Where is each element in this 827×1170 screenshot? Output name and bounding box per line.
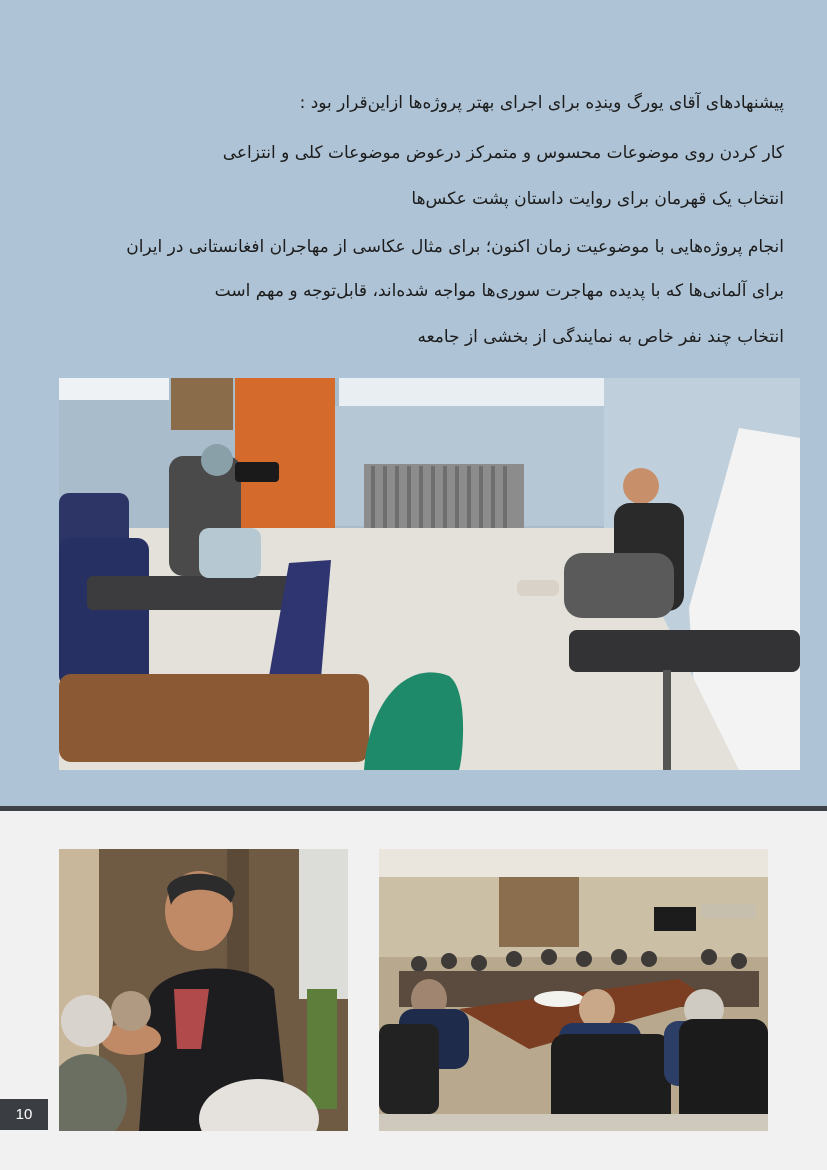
suggestion-line: کار کردن روی موضوعات محسوس و متمرکز درعوض موضوعات کلی و انتزاعی xyxy=(222,143,784,163)
meeting-photo xyxy=(379,849,768,1131)
speaker-photo xyxy=(59,849,348,1131)
suggestion-line: برای آلمانی‌ها که با پدیده مهاجرت سوری‌ها مواجه شده‌اند، قابل‌توجه و مهم است xyxy=(214,281,784,301)
classroom-photo xyxy=(59,378,800,770)
page-number: 10 xyxy=(0,1099,48,1130)
suggestion-line: انتخاب چند نفر خاص به نمایندگی از بخشی از جامعه xyxy=(417,327,784,347)
section-divider xyxy=(0,806,827,811)
suggestion-line: انتخاب یک قهرمان برای روایت داستان پشت عکس‌ها xyxy=(411,189,784,209)
intro-line: پیشنهادهای آقای یورگ ویندِه برای اجرای بهتر پروژه‌ها ازاین‌قرار بود : xyxy=(299,93,784,113)
suggestion-line: انجام پروژه‌هایی با موضوعیت زمان اکنون؛ برای مثال عکاسی از مهاجران افغانستانی در ایران xyxy=(126,237,784,257)
